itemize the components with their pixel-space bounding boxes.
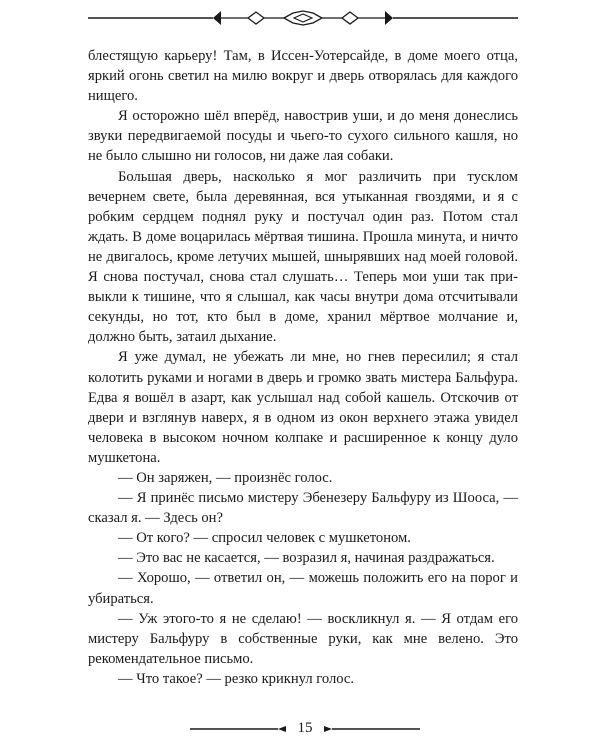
paragraph-4: Я уже думал, не убежать ли мне, но гнев пересилил; я стал колотить руками и ногами в дверь и громко звать мистера Бальфура. Едва я вошёл в азарт, как услышал над собой кашель. Отскочив от двери и взглянув наверх, я в одном из окон верхнего этажа увидел человека в высоком ночном колпаке и расширенное к концу дуло мушкетона. — [88, 349, 518, 466]
dialogue-line-3: — От кого? — спросил человек с мушкетоном. — [118, 530, 411, 547]
paragraph-3: Большая дверь, насколько я мог различить при тусклом вечернем свете, была деревянная, вся утыканная гвоздями, и я с робким сердцем поднял руку и постучал один раз. Потом стал ждать. В доме воцарилась мёртвая тишина. Прошла минута, и ничто не двигалось, кроме летучих мышей, шнырявших над моей головой. Я снова постучал, снова стал слушать… Теперь мои уши так привыкли к тишине, что я слышал, как часы внутри дома отсчитывали секунды, но тот, кто был в доме, хранил мёртвое молчание и, должно быть, затаил дыхание. — [88, 168, 518, 346]
dialogue-line-5: — Хорошо, — ответил он, — можешь положить его на порог и убираться. — [88, 570, 518, 607]
paragraph-2: Я осторожно шёл вперёд, навострив уши, и до меня донеслись звуки передвигаемой посуды и чьего-то сухого сильного кашля, но не было слышно ни голосов, ни даже лая собаки. — [88, 108, 518, 165]
dialogue-line-7: — Что такое? — резко крикнул голос. — [118, 670, 355, 687]
header-ornament — [88, 8, 518, 28]
dialogue-line-1: — Он заряжен, — произнёс голос. — [118, 469, 333, 486]
dialogue-line-6: — Уж этого-то я не сделаю! — воскликнул я. — Я отдам его мистеру Бальфуру в собственные руки, как мне велено. Это рекомендательное письмо. — [88, 610, 518, 667]
body-text — [88, 46, 518, 689]
page-footer — [190, 717, 420, 741]
dialogue-line-2: — Я принёс письмо мистеру Эбенезеру Бальфуру из Шооса, — сказал я. — Здесь он? — [88, 490, 518, 527]
page-number: 15 — [297, 720, 313, 736]
paragraph-1: блестящую карьеру! Там, в Иссен-Уотерсайде, в доме моего отца, яркий огонь светил на милю вокруг и дверь отворялась для каждого нищего. — [88, 48, 518, 105]
dialogue-line-4: — Это вас не касается, — возразил я, начиная раздражаться. — [118, 550, 495, 567]
